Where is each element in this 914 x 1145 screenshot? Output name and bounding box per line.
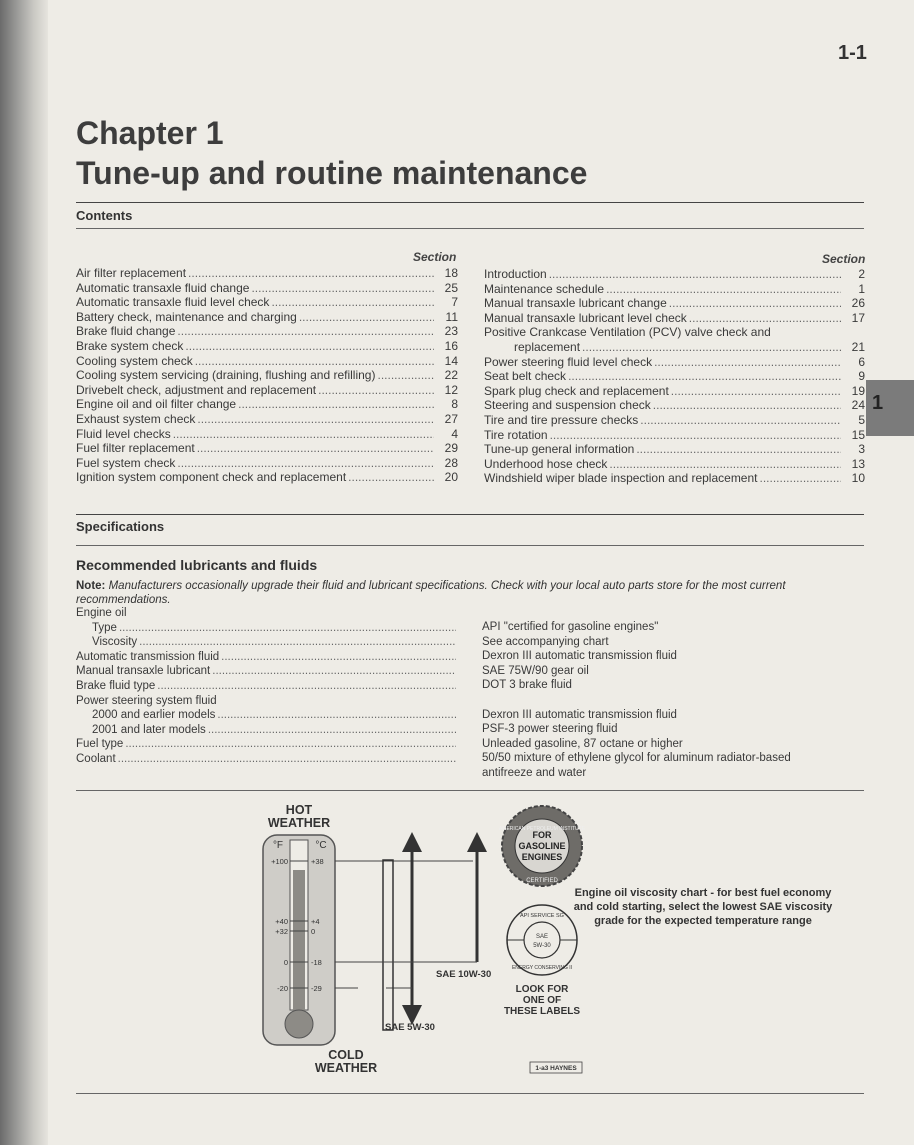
- toc-leader: [188, 266, 434, 281]
- toc-leader: [271, 295, 434, 310]
- toc-entry: [484, 369, 865, 384]
- toc-leader: [318, 383, 434, 398]
- seal-line-3: ENGINES: [521, 852, 563, 862]
- spec-leader: [208, 723, 456, 738]
- title-rule: [76, 202, 864, 203]
- toc-entry-section: 14: [444, 353, 458, 368]
- seal-line-1: FOR: [532, 830, 552, 840]
- lubricants-heading: Recommended lubricants and fluids: [76, 557, 318, 573]
- toc-entry-label: Fluid level checks: [76, 426, 171, 441]
- sae-5w30-label: SAE 5W-30: [385, 1022, 435, 1033]
- toc-entry: [484, 340, 865, 355]
- spec-label: Viscosity: [92, 636, 138, 649]
- specifications-heading: Specifications: [76, 519, 165, 534]
- cold-label-line2: WEATHER: [314, 1061, 378, 1075]
- spec-row: [76, 635, 456, 650]
- toc-leader: [671, 384, 841, 399]
- toc-entry-section: 24: [851, 398, 865, 413]
- spec-value: API "certified for gasoline engines": [482, 621, 659, 633]
- sae-10w30-arrow-up: [467, 832, 487, 852]
- contents-rule: [76, 228, 864, 229]
- toc-entry-label: Fuel filter replacement: [76, 441, 195, 456]
- toc-entry: [76, 412, 458, 427]
- toc-leader: [377, 368, 434, 383]
- toc-entry-section: 23: [444, 324, 458, 339]
- toc-entry-section: 17: [851, 310, 865, 325]
- toc-leader: [348, 470, 434, 485]
- toc-entry-label: Brake system check: [76, 338, 184, 353]
- toc-entry-label: Tune-up general information: [484, 442, 635, 457]
- toc-entry-label: Fuel system check: [76, 455, 176, 470]
- chapter-name: Tune-up and routine maintenance: [76, 155, 588, 191]
- toc-entry: [484, 457, 865, 472]
- toc-entry-label: Tire and tire pressure checks: [484, 412, 639, 427]
- toc-entry-label: Positive Crankcase Ventilation (PCV) valve check and: [484, 325, 771, 340]
- toc-entry-label: Seat belt check: [484, 369, 567, 384]
- section-label-right: Section: [822, 252, 866, 266]
- toc-leader: [606, 282, 841, 297]
- hot-label-line2: WEATHER: [267, 816, 331, 830]
- temp-f-3: +32: [275, 927, 288, 936]
- temp-f-4: 0: [283, 958, 288, 967]
- donut-center-line1: SAE: [535, 934, 549, 940]
- spec-row: [76, 694, 456, 709]
- figure-tag: 1-a3 HAYNES: [535, 1065, 577, 1072]
- spec-leader: [217, 708, 456, 723]
- spec-row: [76, 650, 456, 665]
- temp-c-3: 0: [311, 927, 316, 936]
- toc-entry: [76, 441, 458, 456]
- spec-row: [76, 723, 456, 738]
- toc-entry: [76, 456, 458, 471]
- toc-entry-label: Engine oil and oil filter change: [76, 397, 237, 412]
- api-certification-seal: [499, 806, 586, 886]
- toc-entry-section: 6: [858, 354, 865, 369]
- spec-leader: [139, 635, 456, 650]
- toc-entry: [76, 427, 458, 442]
- toc-entry: [76, 339, 458, 354]
- contents-list-right: [484, 267, 865, 486]
- spec-leader: [118, 752, 456, 767]
- contents-list-left: [76, 266, 458, 485]
- toc-entry-label: Drivebelt check, adjustment and replacement: [76, 382, 317, 397]
- toc-entry-section: 8: [451, 397, 458, 412]
- toc-entry-section: 19: [851, 383, 865, 398]
- spec-value: Dexron III automatic transmission fluid: [482, 650, 677, 663]
- toc-entry: [484, 282, 865, 297]
- toc-entry-label: replacement: [514, 339, 581, 354]
- toc-entry: [484, 413, 865, 428]
- toc-entry-section: 5: [858, 412, 865, 427]
- cold-label-line1: COLD: [328, 1048, 364, 1062]
- toc-entry-label: Introduction: [484, 267, 547, 281]
- toc-entry-label: Maintenance schedule: [484, 281, 605, 296]
- thermometer-bulb: [285, 1010, 313, 1038]
- toc-leader: [653, 398, 841, 413]
- toc-entry-section: 4: [451, 426, 458, 441]
- toc-entry-label: Windshield wiper blade inspection and replacement: [484, 471, 758, 486]
- temp-c-5: -29: [311, 984, 322, 993]
- toc-entry-label: Manual transaxle lubricant level check: [484, 310, 687, 325]
- toc-entry: [76, 383, 458, 398]
- thermometer-mercury: [293, 870, 305, 1020]
- temp-f-2: +40: [275, 917, 288, 926]
- toc-entry-section: 27: [444, 411, 458, 426]
- donut-ring-top: API SERVICE SG: [520, 913, 564, 919]
- toc-entry: [484, 471, 865, 486]
- api-service-donut: [507, 905, 577, 975]
- temp-c-4: -18: [311, 958, 322, 967]
- spec-value: antifreeze and water: [482, 766, 587, 779]
- viscosity-chart-figure: [248, 800, 608, 1090]
- toc-leader: [760, 471, 842, 486]
- note-label: Note:: [76, 580, 106, 592]
- toc-entry-section: 21: [851, 339, 865, 354]
- specifications-top-rule: [76, 514, 864, 515]
- note-paragraph: [76, 579, 866, 607]
- toc-leader: [636, 442, 841, 457]
- chapter-number: Chapter 1: [76, 115, 224, 151]
- look-for-line2: ONE OF: [522, 995, 562, 1006]
- toc-entry-section: 7: [451, 295, 458, 310]
- toc-entry: [484, 442, 865, 457]
- toc-entry: [76, 295, 458, 310]
- spec-labels: [76, 606, 456, 767]
- specifications-rule: [76, 545, 864, 546]
- section-label-left: Section: [413, 250, 457, 264]
- toc-entry-label: Steering and suspension check: [484, 398, 651, 413]
- toc-leader: [185, 339, 434, 354]
- fahrenheit-unit: °F: [272, 840, 284, 851]
- toc-entry: [484, 311, 865, 326]
- sae-5w30-arrow-up: [402, 832, 422, 852]
- spec-leader: [119, 621, 456, 636]
- toc-leader: [173, 427, 434, 442]
- hot-label-line1: HOT: [285, 803, 313, 817]
- donut-center-line2: 5W-30: [533, 943, 551, 949]
- toc-leader: [238, 397, 434, 412]
- look-for-line3: THESE LABELS: [503, 1006, 581, 1017]
- toc-entry-label: Ignition system component check and replacement: [76, 470, 347, 485]
- toc-leader: [582, 340, 841, 355]
- seal-line-2: GASOLINE: [518, 841, 566, 851]
- toc-entry-section: 12: [444, 382, 458, 397]
- spec-values: [482, 620, 842, 781]
- chapter-title: [76, 113, 587, 193]
- toc-entry-section: 9: [858, 369, 865, 384]
- toc-leader: [549, 267, 841, 282]
- spec-leader: [125, 737, 456, 752]
- toc-entry-section: 18: [444, 266, 458, 280]
- toc-entry-section: 10: [851, 471, 865, 486]
- toc-entry: [76, 368, 458, 383]
- toc-leader: [640, 413, 841, 428]
- seal-ring-top: AMERICAN PETROLEUM INSTITUTE: [498, 826, 586, 832]
- toc-entry: [76, 324, 458, 339]
- sae-10w30-label: SAE 10W-30: [436, 969, 492, 980]
- toc-entry-label: Cooling system check: [76, 353, 193, 368]
- spec-label: 2001 and later models: [92, 723, 206, 736]
- note-text: Manufacturers occasionally upgrade their fluid and lubricant specifications. Check with your local auto parts store for the most current recommendations.: [76, 580, 786, 606]
- spec-row: [76, 606, 456, 621]
- spec-leader: [157, 679, 456, 694]
- toc-leader: [568, 369, 841, 384]
- toc-entry-section: 29: [444, 441, 458, 456]
- toc-entry-label: Automatic transaxle fluid change: [76, 280, 250, 295]
- toc-entry: [76, 310, 458, 325]
- figure-caption: Engine oil viscosity chart - for best fuel economy and cold starting, select the lowest SAE viscosity grade for the expected temperature range: [573, 887, 833, 927]
- toc-leader: [654, 355, 841, 370]
- thumb-tab-number: 1: [872, 392, 884, 414]
- spec-row: [76, 708, 456, 723]
- toc-entry-label: Exhaust system check: [76, 411, 196, 426]
- spec-value: See accompanying chart: [482, 635, 609, 648]
- toc-leader: [251, 281, 434, 296]
- spec-value: 50/50 mixture of ethylene glycol for aluminum radiator-based: [482, 752, 791, 765]
- contents-heading: Contents: [76, 208, 133, 223]
- toc-entry-label: Tire rotation: [484, 427, 548, 442]
- toc-entry: [76, 266, 458, 281]
- spec-value: DOT 3 brake fluid: [482, 679, 572, 692]
- page-number: 1-1: [838, 42, 867, 64]
- spec-label: Type: [92, 621, 117, 634]
- toc-entry-section: 1: [858, 281, 865, 296]
- toc-entry-label: Power steering fluid level check: [484, 354, 653, 369]
- donut-ring-bottom: ENERGY CONSERVING II: [511, 965, 573, 971]
- toc-leader: [197, 441, 434, 456]
- spec-row: [76, 664, 456, 679]
- toc-leader: [609, 457, 841, 472]
- toc-entry-section: 13: [851, 456, 865, 471]
- toc-entry: [484, 355, 865, 370]
- spec-label: Brake fluid type: [76, 679, 156, 692]
- spec-label: Engine oil: [76, 607, 127, 619]
- spec-leader: [221, 650, 456, 665]
- toc-entry: [484, 398, 865, 413]
- spec-label: Automatic transmission fluid: [76, 650, 220, 663]
- toc-entry-section: 26: [851, 296, 865, 311]
- toc-entry-label: Battery check, maintenance and charging: [76, 309, 297, 324]
- temp-c-2: +4: [311, 917, 320, 926]
- toc-entry: [484, 325, 865, 340]
- spec-label: Coolant: [76, 752, 116, 765]
- toc-entry-section: 25: [444, 280, 458, 295]
- toc-entry-label: Manual transaxle lubricant change: [484, 296, 667, 311]
- temp-f-5: -20: [277, 984, 288, 993]
- toc-entry: [76, 470, 458, 485]
- spec-label: Manual transaxle lubricant: [76, 665, 211, 678]
- spec-leader: [212, 664, 456, 679]
- temp-f-1: +100: [271, 857, 288, 866]
- book-spine-shadow: [0, 0, 48, 1145]
- temp-c-1: +38: [311, 857, 324, 866]
- toc-leader: [195, 354, 434, 369]
- spec-label: Power steering system fluid: [76, 694, 217, 707]
- look-for-line1: LOOK FOR: [515, 984, 569, 995]
- toc-entry-section: 16: [444, 338, 458, 353]
- toc-entry: [484, 428, 865, 443]
- toc-entry: [484, 384, 865, 399]
- toc-entry-label: Cooling system servicing (draining, flushing and refilling): [76, 368, 376, 383]
- toc-entry-label: Spark plug check and replacement: [484, 383, 669, 398]
- celsius-unit: °C: [315, 840, 327, 851]
- page: [48, 0, 914, 1145]
- seal-ring-bottom: CERTIFIED: [526, 878, 558, 884]
- toc-leader: [299, 310, 434, 325]
- toc-entry-label: Air filter replacement: [76, 266, 187, 280]
- toc-leader: [689, 311, 841, 326]
- toc-entry-section: 11: [445, 309, 458, 324]
- spec-label: 2000 and earlier models: [92, 709, 216, 722]
- toc-entry-label: Underhood hose check: [484, 456, 608, 471]
- toc-entry: [76, 354, 458, 369]
- toc-leader: [550, 428, 841, 443]
- toc-entry: [484, 296, 865, 311]
- toc-entry-label: Brake fluid change: [76, 324, 176, 339]
- toc-leader: [177, 456, 434, 471]
- spec-value: SAE 75W/90 gear oil: [482, 664, 589, 677]
- toc-leader: [669, 296, 841, 311]
- specifications-bottom-rule: [76, 790, 864, 791]
- spec-value: Dexron III automatic transmission fluid: [482, 708, 677, 721]
- spec-label: Fuel type: [76, 738, 124, 751]
- spec-row: [76, 752, 456, 767]
- bottom-rule: [76, 1093, 864, 1094]
- spec-value: Unleaded gasoline, 87 octane or higher: [482, 737, 683, 750]
- spec-value: PSF-3 power steering fluid: [482, 723, 618, 736]
- toc-entry: [76, 281, 458, 296]
- toc-entry-section: 2: [858, 267, 865, 281]
- toc-entry: [484, 267, 865, 282]
- toc-leader: [197, 412, 434, 427]
- spec-row: [76, 737, 456, 752]
- toc-entry-label: Automatic transaxle fluid level check: [76, 295, 270, 310]
- spec-row: [76, 679, 456, 694]
- toc-entry-section: 20: [444, 470, 458, 485]
- toc-entry-section: 15: [851, 427, 865, 442]
- spec-value: [482, 693, 842, 708]
- toc-leader: [177, 324, 434, 339]
- toc-entry: [76, 397, 458, 412]
- spec-row: [76, 621, 456, 636]
- toc-entry-section: 22: [444, 368, 458, 383]
- toc-entry-section: 28: [444, 455, 458, 470]
- toc-entry-section: 3: [858, 442, 865, 457]
